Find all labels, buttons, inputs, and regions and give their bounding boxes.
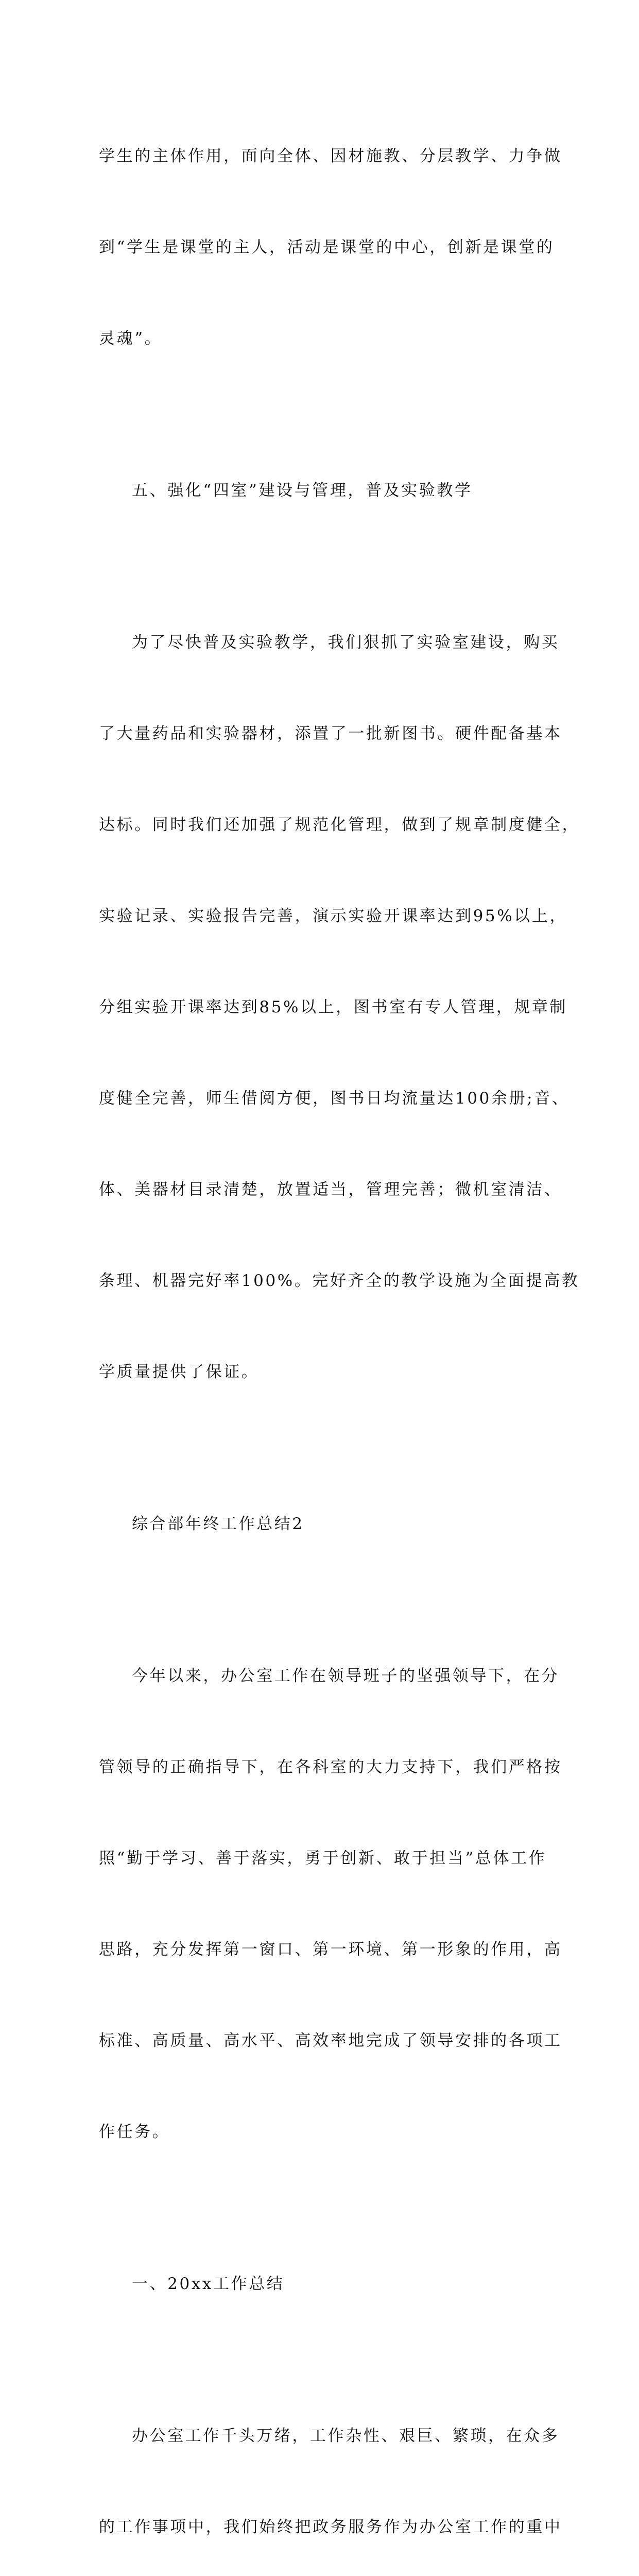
text-line: 今年以来，办公室工作在领导班子的坚强领导下，在分: [132, 1667, 560, 1685]
text-line: 分组实验开课率达到85%以上，图书室有专人管理，规章制: [99, 998, 568, 1016]
text-line: 为了尽快普及实验教学，我们狠抓了实验室建设，购买: [132, 633, 560, 652]
document-title-2: [99, 1448, 552, 1600]
text-line: 办公室工作千头万绪，工作杂性、艰巨、繁琐，在众多: [132, 2427, 560, 2445]
heading-line: 综合部年终工作总结2: [132, 1515, 304, 1533]
text-line: 学生的主体作用，面向全体、因材施教、分层教学、力争做: [99, 147, 562, 165]
text-line: 标准、高质量、高水平、高效率地完成了领导安排的各项工: [99, 2031, 562, 2050]
text-line: 了大量药品和实验器材，添置了一批新图书。硬件配备基本: [99, 724, 562, 743]
text-line: 作任务。: [99, 2123, 170, 2141]
paragraph-office-intro: [99, 1600, 562, 2208]
document-body: [99, 80, 580, 2576]
paragraph-student-role: [99, 80, 562, 415]
section-heading-five: [99, 415, 552, 567]
text-line: 体、美器材目录清楚，放置适当，管理完善；微机室清洁、: [99, 1180, 562, 1199]
text-line: 照“勤于学习、善于落实，勇于创新、敢于担当”总体工作: [99, 1849, 547, 1868]
text-line: 达标。同时我们还加强了规范化管理，做到了规章制度健全，: [99, 816, 580, 834]
text-line: 到“学生是课堂的主人，活动是课堂的中心，创新是课堂的: [99, 238, 555, 257]
text-line: 度健全完善，师生借阅方便，图书日均流量达100余册;音、: [99, 1089, 570, 1108]
text-line: 思路，充分发挥第一窗口、第一环境、第一形象的作用，高: [99, 1940, 562, 1959]
heading-line: 一、20xx工作总结: [132, 2275, 285, 2293]
section-heading-one: [99, 2208, 552, 2360]
text-line: 管领导的正确指导下，在各科室的大力支持下，我们严格按: [99, 1758, 562, 1776]
text-line: 实验记录、实验报告完善，演示实验开课率达到95%以上，: [99, 907, 568, 925]
paragraph-office-work: [99, 2360, 562, 2576]
text-line: 条理、机器完好率100%。完好齐全的教学设施为全面提高教: [99, 1272, 580, 1290]
text-line: 的工作事项中，我们始终把政务服务作为办公室工作的重中: [99, 2518, 562, 2536]
text-line: 灵魂”。: [99, 329, 163, 348]
heading-line: 五、强化“四室”建设与管理，普及实验教学: [132, 481, 473, 500]
text-line: 学质量提供了保证。: [99, 1363, 260, 1381]
paragraph-lab-construction: [99, 567, 580, 1448]
